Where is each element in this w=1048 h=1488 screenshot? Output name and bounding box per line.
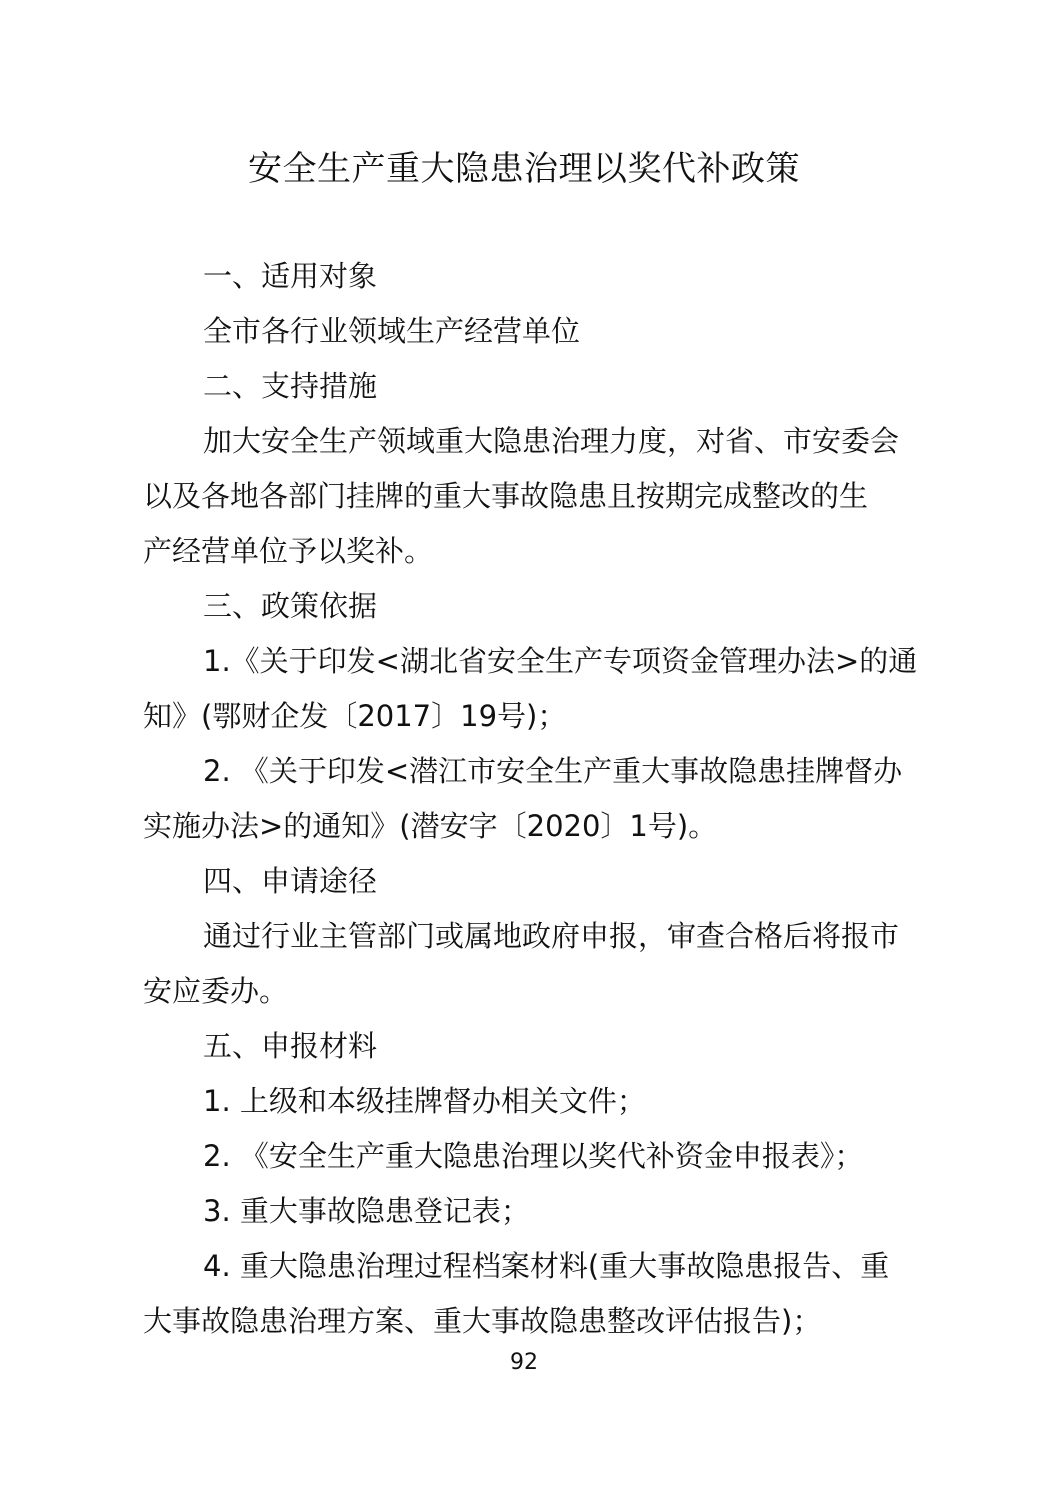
paragraph-line: 安应委办。 bbox=[143, 974, 289, 1008]
section-heading-support-measures: 二、支持措施 bbox=[203, 369, 378, 403]
section-heading-application-materials: 五、申报材料 bbox=[203, 1029, 378, 1063]
list-item-line: 2. 《关于印发<潜江市安全生产重大事故隐患挂牌督办 bbox=[203, 754, 903, 788]
section-heading-application-channel: 四、申请途径 bbox=[203, 864, 378, 898]
document-title: 安全生产重大隐患治理以奖代补政策 bbox=[248, 149, 800, 189]
list-item-line: 知》(鄂财企发〔2017〕19号)； bbox=[143, 699, 567, 733]
list-item-line: 3. 重大事故隐患登记表； bbox=[203, 1194, 530, 1228]
paragraph-line: 以及各地各部门挂牌的重大事故隐患且按期完成整改的生 bbox=[143, 479, 869, 513]
list-item-line: 实施办法>的通知》(潜安字〔2020〕1号)。 bbox=[143, 809, 718, 843]
page-number: 92 bbox=[510, 1350, 538, 1375]
paragraph-line: 全市各行业领域生产经营单位 bbox=[203, 314, 581, 348]
paragraph-line: 产经营单位予以奖补。 bbox=[143, 534, 434, 568]
list-item-line: 4. 重大隐患治理过程档案材料(重大事故隐患报告、重 bbox=[203, 1249, 890, 1283]
section-heading-policy-basis: 三、政策依据 bbox=[203, 589, 378, 623]
section-heading-applicable-objects: 一、适用对象 bbox=[203, 259, 378, 293]
list-item-line: 大事故隐患治理方案、重大事故隐患整改评估报告)； bbox=[143, 1304, 822, 1338]
list-item-line: 1. 上级和本级挂牌督办相关文件； bbox=[203, 1084, 646, 1118]
paragraph-line: 通过行业主管部门或属地政府申报，审查合格后将报市 bbox=[203, 919, 900, 953]
list-item-line: 1.《关于印发<湖北省安全生产专项资金管理办法>的通 bbox=[203, 644, 918, 678]
paragraph-line: 加大安全生产领域重大隐患治理力度，对省、市安委会 bbox=[203, 424, 900, 458]
list-item-line: 2. 《安全生产重大隐患治理以奖代补资金申报表》； bbox=[203, 1139, 864, 1173]
